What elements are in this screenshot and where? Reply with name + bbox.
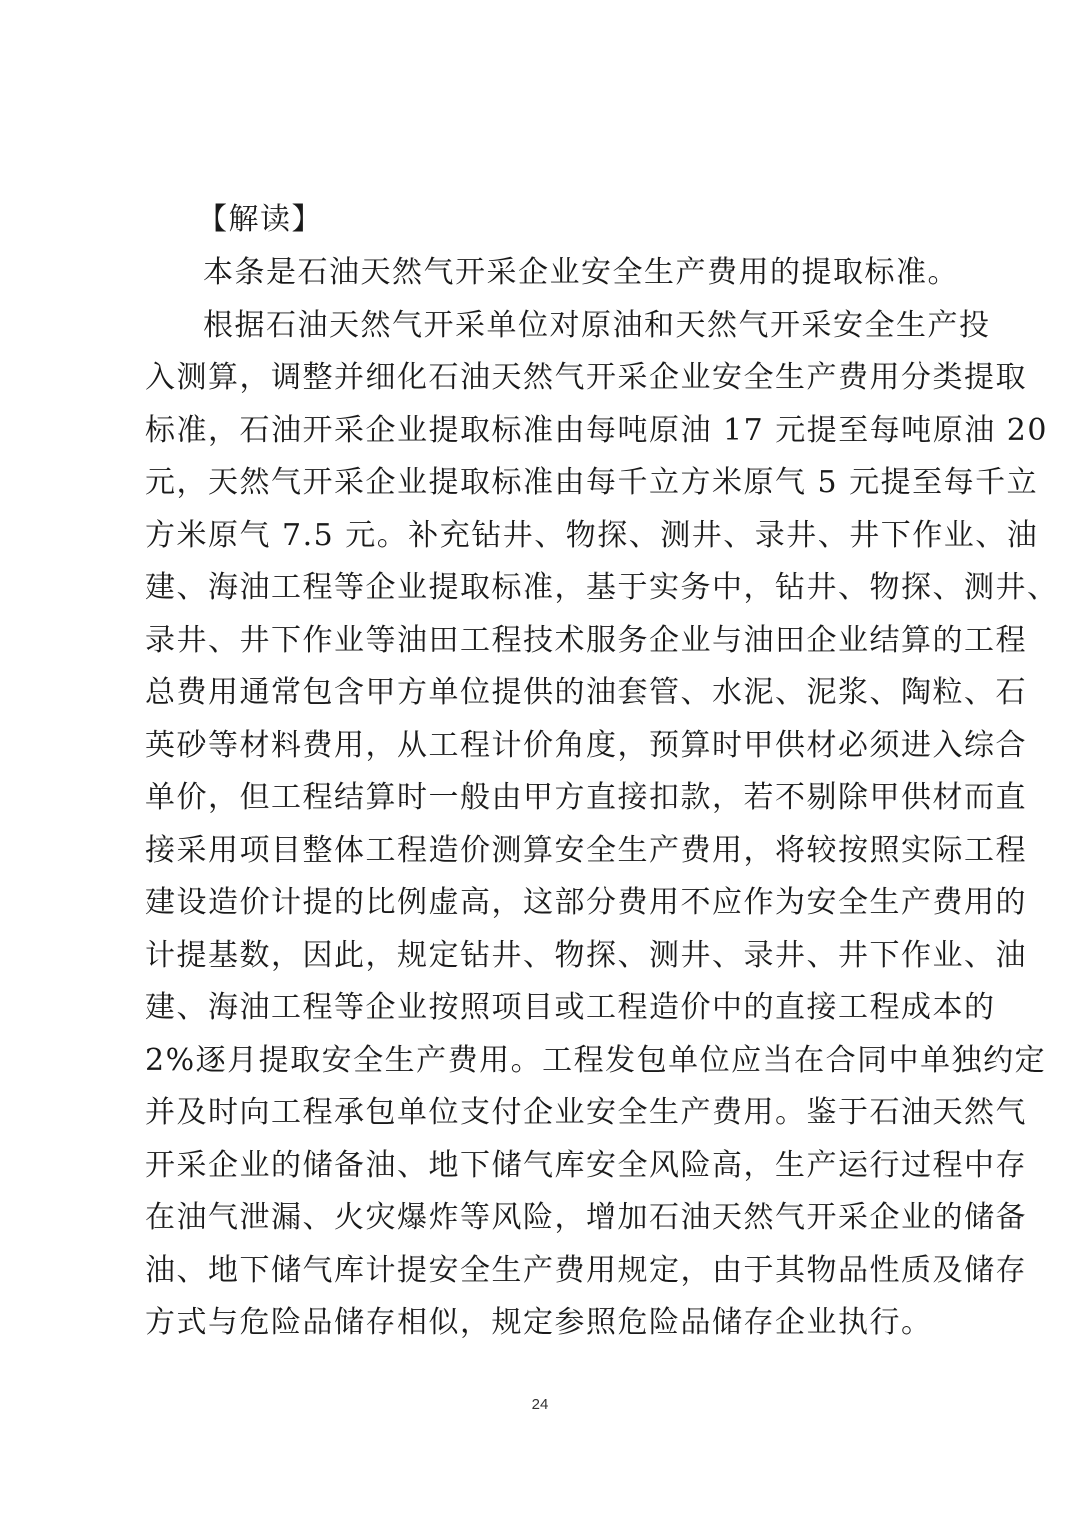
- paragraph-2-line: 建、海油工程等企业按照项目或工程造价中的直接工程成本的: [145, 990, 996, 1025]
- paragraph-2-line: 标准，石油开采企业提取标准由每吨原油 17 元提至每吨原油 20: [145, 413, 1048, 448]
- paragraph-1-line: 本条是石油天然气开采企业安全生产费用的提取标准。: [203, 255, 959, 290]
- paragraph-2-line: 计提基数，因此，规定钻井、物探、测井、录井、井下作业、油: [145, 938, 1027, 973]
- paragraph-2-line: 油、地下储气库计提安全生产费用规定，由于其物品性质及储存: [145, 1253, 1027, 1288]
- paragraph-2-line: 接采用项目整体工程造价测算安全生产费用，将较按照实际工程: [145, 833, 1027, 868]
- section-heading: 【解读】: [197, 202, 323, 237]
- paragraph-2-line: 单价，但工程结算时一般由甲方直接扣款，若不剔除甲供材而直: [145, 780, 1027, 815]
- paragraph-2-line: 开采企业的储备油、地下储气库安全风险高，生产运行过程中存: [145, 1148, 1027, 1183]
- paragraph-2-line: 录井、井下作业等油田工程技术服务企业与油田企业结算的工程: [145, 623, 1027, 658]
- paragraph-2-line: 在油气泄漏、火灾爆炸等风险，增加石油天然气开采企业的储备: [145, 1200, 1027, 1235]
- paragraph-2-line: 2%逐月提取安全生产费用。工程发包单位应当在合同中单独约定: [145, 1043, 1047, 1078]
- paragraph-2-line: 方米原气 7.5 元。补充钻井、物探、测井、录井、井下作业、油: [145, 518, 1039, 553]
- paragraph-2-line: 元，天然气开采企业提取标准由每千立方米原气 5 元提至每千立: [145, 465, 1039, 500]
- paragraph-2-line: 入测算，调整并细化石油天然气开采企业安全生产费用分类提取: [145, 360, 1027, 395]
- paragraph-2-line: 总费用通常包含甲方单位提供的油套管、水泥、泥浆、陶粒、石: [145, 675, 1027, 710]
- paragraph-2-line: 根据石油天然气开采单位对原油和天然气开采安全生产投: [203, 308, 991, 343]
- paragraph-2-line: 建、海油工程等企业提取标准，基于实务中，钻井、物探、测井、: [145, 570, 1059, 605]
- page-number: 24: [531, 1396, 549, 1413]
- paragraph-2-line: 方式与危险品储存相似，规定参照危险品储存企业执行。: [145, 1305, 933, 1340]
- paragraph-2-line: 并及时向工程承包单位支付企业安全生产费用。鉴于石油天然气: [145, 1095, 1027, 1130]
- paragraph-2-line: 英砂等材料费用，从工程计价角度，预算时甲供材必须进入综合: [145, 728, 1027, 763]
- paragraph-2-line: 建设造价计提的比例虚高，这部分费用不应作为安全生产费用的: [145, 885, 1027, 920]
